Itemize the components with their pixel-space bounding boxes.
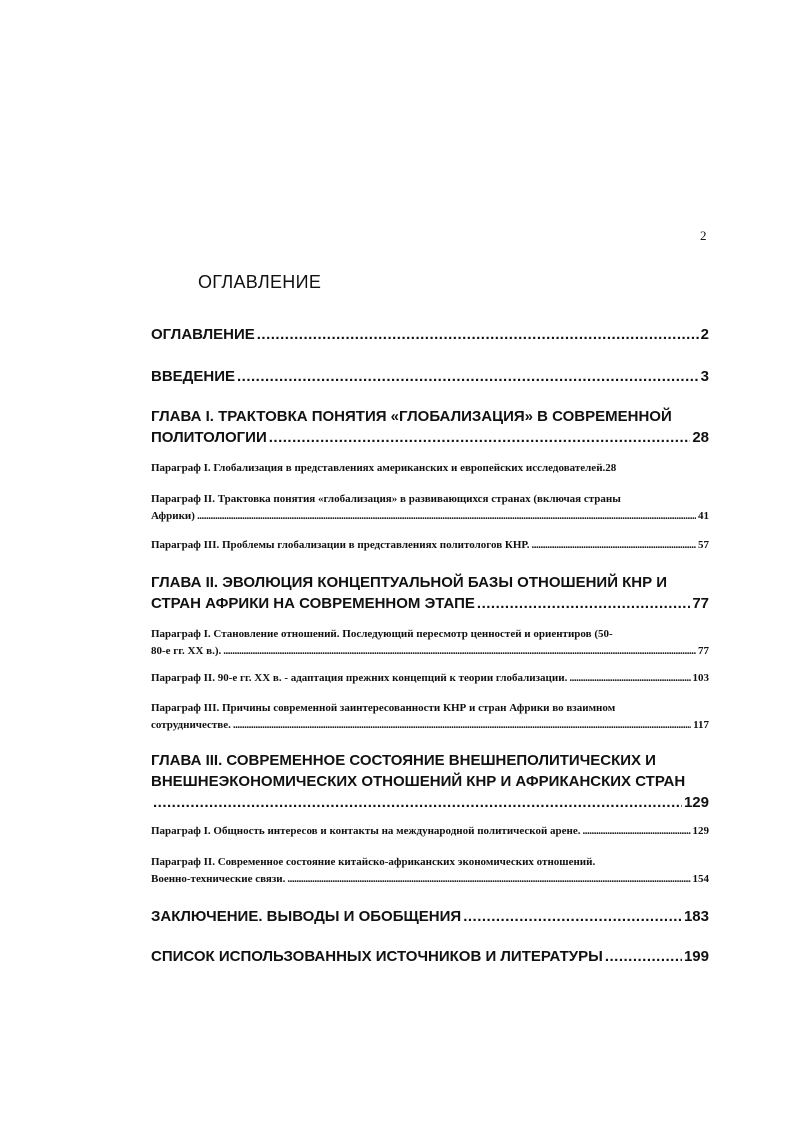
toc-page-number: 103	[692, 672, 709, 684]
chapter-title-line: ГЛАВА II. ЭВОЛЮЦИЯ КОНЦЕПТУАЛЬНОЙ БАЗЫ ОТНОШЕНИЙ КНР И	[151, 574, 668, 591]
chapter-title-line: СТРАН АФРИКИ НА СОВРЕМЕННОМ ЭТАПЕ	[151, 595, 475, 612]
toc-entry-ch3-paragraph-2[interactable]	[151, 854, 709, 888]
paragraph-title: Параграф I. Общность интересов и контакты на международной политической арене.	[151, 825, 581, 837]
paragraph-title-line: Африки)	[151, 510, 195, 522]
toc-entry-conclusion[interactable]	[151, 906, 709, 927]
paragraph-title: Параграф I. Глобализация в представлениях американских и европейских исследователей.	[151, 462, 606, 474]
toc-page-number: 2	[700, 326, 709, 343]
toc-page-number: 28	[692, 429, 709, 446]
dot-leader	[223, 643, 696, 660]
paragraph-title: Параграф II. 90-е гг. XX в. - адаптация прежних концепций к теории глобализации.	[151, 672, 568, 684]
toc-entry-title: ВВЕДЕНИЕ	[151, 368, 235, 385]
toc-entry-title: ОГЛАВЛЕНИЕ	[151, 326, 255, 343]
paragraph-title: Параграф III. Проблемы глобализации в представлениях политологов КНР.	[151, 539, 530, 551]
page-number: 2	[700, 228, 707, 243]
dot-leader	[153, 792, 682, 813]
dot-leader	[532, 537, 696, 554]
toc-entry-sources[interactable]	[151, 946, 709, 967]
toc-page-number: 199	[683, 948, 709, 965]
paragraph-title-line: 80-е гг. XX в.).	[151, 645, 222, 657]
dot-leader	[583, 823, 691, 840]
toc-page-number: 183	[683, 908, 709, 925]
dot-leader	[197, 508, 696, 525]
dot-leader	[463, 906, 682, 927]
toc-page-number: 28	[605, 462, 617, 474]
toc-entry-chapter-2[interactable]	[151, 572, 709, 614]
paragraph-title-line: Параграф I. Становление отношений. Последующий пересмотр ценностей и ориентиров (50-	[151, 628, 613, 640]
toc-entry-ch3-paragraph-1[interactable]	[151, 823, 709, 840]
toc-entry-chapter-3[interactable]	[151, 750, 709, 813]
dot-leader	[257, 324, 699, 345]
toc-page-number: 57	[698, 539, 709, 551]
chapter-title-line: ГЛАВА III. СОВРЕМЕННОЕ СОСТОЯНИЕ ВНЕШНЕПОЛИТИЧЕСКИХ И	[151, 752, 656, 769]
paragraph-title-line: Военно-технические связи.	[151, 873, 286, 885]
chapter-title-line: ГЛАВА I. ТРАКТОВКА ПОНЯТИЯ «ГЛОБАЛИЗАЦИЯ» В СОВРЕМЕННОЙ	[151, 408, 672, 425]
toc-entry-contents[interactable]	[151, 324, 709, 345]
toc-page-number: 129	[692, 825, 709, 837]
dot-leader	[605, 946, 682, 967]
paragraph-title-line: Параграф II. Трактовка понятия «глобализация» в развивающихся странах (включая страны	[151, 493, 621, 505]
toc-page-number: 3	[700, 368, 709, 385]
toc-entry-chapter-1[interactable]	[151, 406, 709, 448]
page-title: ОГЛАВЛЕНИЕ	[198, 272, 322, 292]
dot-leader	[477, 593, 690, 614]
toc-entry-title: СПИСОК ИСПОЛЬЗОВАННЫХ ИСТОЧНИКОВ И ЛИТЕРАТУРЫ	[151, 948, 603, 965]
toc-entry-ch1-paragraph-2[interactable]	[151, 491, 709, 525]
paragraph-title-line: сотрудничестве.	[151, 719, 231, 731]
toc-page-number: 154	[692, 873, 709, 885]
toc-page-number: 41	[698, 510, 709, 522]
chapter-title-line: ПОЛИТОЛОГИИ	[151, 429, 267, 446]
toc-entry-ch2-paragraph-3[interactable]	[151, 700, 709, 734]
toc-page-number: 129	[683, 794, 709, 811]
toc-page-number: 77	[698, 645, 709, 657]
dot-leader	[237, 366, 699, 387]
toc-entry-ch1-paragraph-1[interactable]	[151, 460, 709, 477]
dot-leader	[269, 427, 691, 448]
paragraph-title-line: Параграф II. Современное состояние китайско-африканских экономических отношений.	[151, 856, 596, 868]
toc-entry-ch2-paragraph-2[interactable]	[151, 670, 709, 687]
toc-entry-title: ЗАКЛЮЧЕНИЕ. ВЫВОДЫ И ОБОБЩЕНИЯ	[151, 908, 462, 925]
dot-leader	[287, 871, 690, 888]
chapter-title-line: ВНЕШНЕЭКОНОМИЧЕСКИХ ОТНОШЕНИЙ КНР И АФРИКАНСКИХ СТРАН	[151, 773, 686, 790]
toc-page-number: 77	[692, 595, 709, 612]
toc-entry-ch2-paragraph-1[interactable]	[151, 626, 709, 660]
dot-leader	[569, 670, 690, 687]
paragraph-title-line: Параграф III. Причины современной заинтересованности КНР и стран Африки во взаимном	[151, 702, 616, 714]
toc-page-number: 117	[693, 719, 709, 731]
dot-leader	[233, 717, 691, 734]
toc-entry-ch1-paragraph-3[interactable]	[151, 537, 709, 554]
toc-entry-introduction[interactable]	[151, 366, 709, 387]
